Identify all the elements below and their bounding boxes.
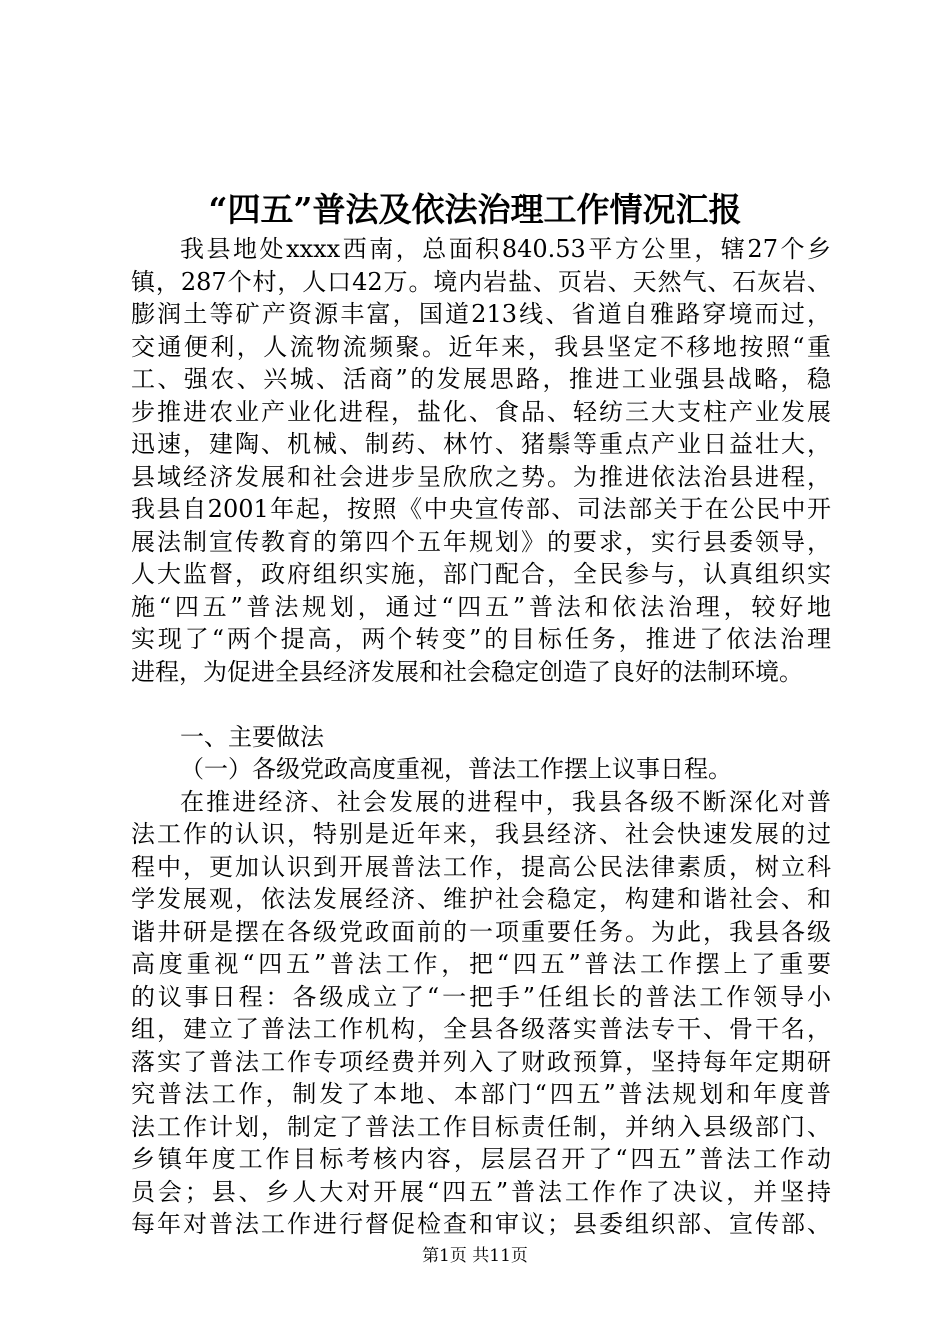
document-body [131,233,831,1241]
paragraph-line: 实现了“两个提高，两个转变”的目标任务，推进了依法治理 [131,625,831,653]
paragraph-line: 人大监督，政府组织实施，部门配合，全民参与，认真组织实 [131,560,831,588]
paragraph-line: 我县地处xxxx西南，总面积840.53平方公里，辖27个乡 [180,235,831,263]
section-heading: 一、主要做法 [180,722,324,751]
blank-line [131,688,831,721]
paragraph-line: 谐井研是摆在各级党政面前的一项重要任务。为此，我县各级 [131,917,831,946]
paragraph-line: 程中，更加认识到开展普法工作，提高公民法律素质，树立科 [131,852,831,881]
paragraph-line: 的议事日程：各级成立了“一把手”任组长的普法工作领导小 [131,982,831,1011]
paragraph-line: 乡镇年度工作目标考核内容，层层召开了“四五”普法工作动 [131,1145,831,1173]
paragraph-line: 工、强农、兴城、活商”的发展思路，推进工业强县战略，稳 [131,365,831,393]
paragraph-line: 膨润土等矿产资源丰富，国道213线、省道自雅路穿境而过， [131,300,831,328]
paragraph-line: 进程，为促进全县经济发展和社会稳定创造了良好的法制环境。 [131,657,803,686]
paragraph-line: 县域经济发展和社会进步呈欣欣之势。为推进依法治县进程， [131,462,831,491]
document-title: “四五”普法及依法治理工作情况汇报 [208,190,742,229]
page-footer: 第1页 共11页 [422,1246,528,1266]
paragraph-line: 展法制宣传教育的第四个五年规划》的要求，实行县委领导， [131,527,831,556]
paragraph-line: 我县自2001年起，按照《中央宣传部、司法部关于在公民中开 [131,495,831,523]
paragraph-line: 落实了普法工作专项经费并列入了财政预算，坚持每年定期研 [131,1047,831,1076]
subsection-heading: （一）各级党政高度重视，普法工作摆上议事日程。 [180,755,732,783]
paragraph-line: 究普法工作，制发了本地、本部门“四五”普法规划和年度普 [131,1080,831,1108]
paragraph-line: 学发展观，依法发展经济、维护社会稳定，构建和谐社会、和 [131,885,831,913]
paragraph-line: 镇，287个村，人口42万。境内岩盐、页岩、天然气、石灰岩、 [131,267,831,296]
paragraph-line: 在推进经济、社会发展的进程中，我县各级不断深化对普 [180,787,831,816]
paragraph-line: 法工作计划，制定了普法工作目标责任制，并纳入县级部门、 [131,1112,831,1141]
paragraph-line: 迅速，建陶、机械、制药、林竹、猪鬃等重点产业日益壮大， [131,430,831,458]
paragraph-line: 高度重视“四五”普法工作，把“四五”普法工作摆上了重要 [131,950,831,978]
paragraph-line: 步推进农业产业化进程，盐化、食品、轻纺三大支柱产业发展 [131,397,831,426]
paragraph-line: 施“四五”普法规划，通过“四五”普法和依法治理，较好地 [131,592,831,621]
paragraph-line: 组，建立了普法工作机构，全县各级落实普法专干、骨干名， [131,1015,831,1043]
paragraph-line: 员会；县、乡人大对开展“四五”普法工作作了决议，并坚持 [131,1177,831,1206]
paragraph-line: 法工作的认识，特别是近年来，我县经济、社会快速发展的过 [131,820,831,848]
paragraph-line: 交通便利，人流物流频聚。近年来，我县坚定不移地按照“重 [131,332,831,361]
paragraph-line: 每年对普法工作进行督促检查和审议；县委组织部、宣传部、 [131,1210,831,1238]
